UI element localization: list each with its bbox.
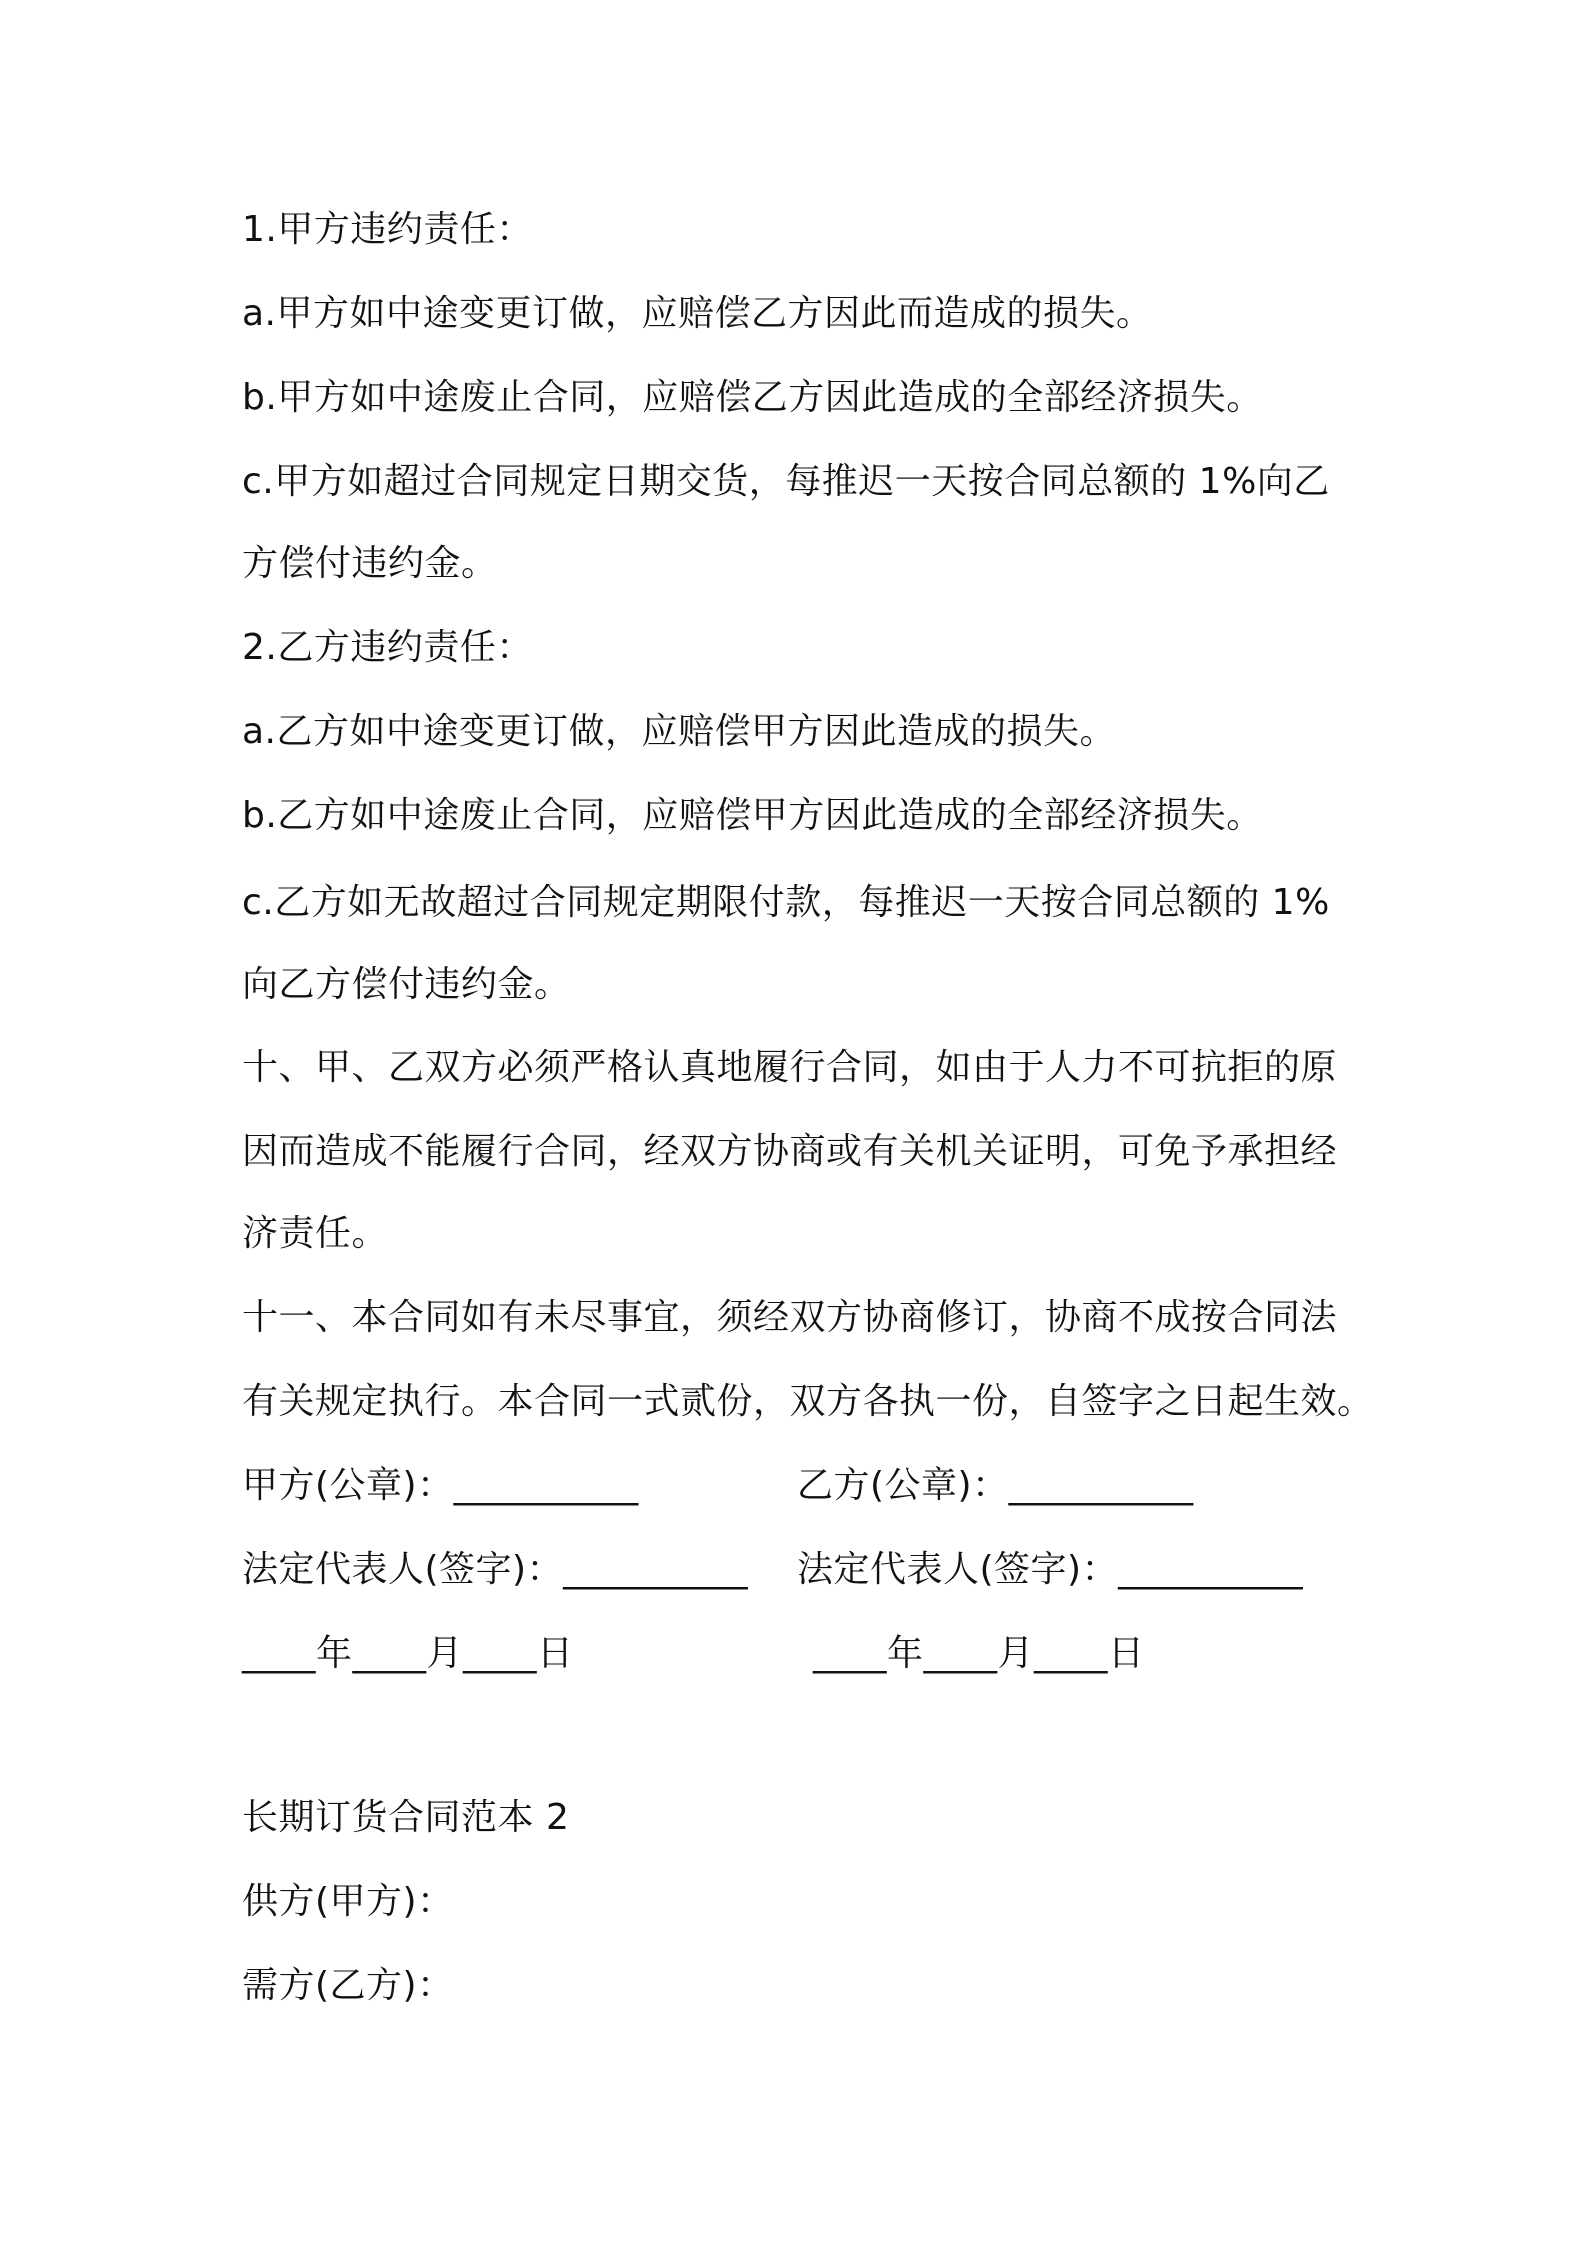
section-eleven-line-1: 十一、本合同如有未尽事宜，须经双方协商修订，协商不成按合同法 [242, 1297, 1338, 1338]
party-a-representative-line: 法定代表人(签字)：__________ [242, 1549, 749, 1590]
next-contract-title: 长期订货合同范本 2 [242, 1797, 570, 1838]
party-b-representative-line: 法定代表人(签字)：__________ [797, 1549, 1304, 1590]
party-a-date-line: ____年____月____日 [242, 1633, 574, 1674]
party-b-item-c: c.乙方如无故超过合同规定期限付款，每推迟一天按合同总额的 1% [242, 882, 1330, 923]
party-b-item-b: b.乙方如中途废止合同，应赔偿甲方因此造成的全部经济损失。 [242, 795, 1263, 836]
party-a-liability-heading: 1.甲方违约责任： [242, 209, 533, 250]
buyer-line: 需方(乙方)： [242, 1965, 454, 2006]
party-a-item-b: b.甲方如中途废止合同，应赔偿乙方因此造成的全部经济损失。 [242, 377, 1263, 418]
party-a-item-a: a.甲方如中途变更订做，应赔偿乙方因此而造成的损失。 [242, 293, 1153, 334]
section-ten-line-2: 因而造成不能履行合同，经双方协商或有关机关证明，可免予承担经 [242, 1131, 1338, 1172]
section-ten-line-3: 济责任。 [242, 1213, 389, 1254]
party-b-date-line: ____年____月____日 [813, 1633, 1145, 1674]
section-eleven-line-2: 有关规定执行。本合同一式贰份，双方各执一份，自签字之日起生效。 [242, 1381, 1374, 1422]
party-b-item-a: a.乙方如中途变更订做，应赔偿甲方因此造成的损失。 [242, 711, 1117, 752]
party-b-liability-heading: 2.乙方违约责任： [242, 627, 533, 668]
party-b-item-c-cont: 向乙方偿付违约金。 [242, 964, 571, 1005]
party-a-item-c-cont: 方偿付违约金。 [242, 543, 498, 584]
party-b-seal-line: 乙方(公章)：__________ [797, 1465, 1194, 1506]
party-a-seal-line: 甲方(公章)：__________ [242, 1465, 639, 1506]
party-a-item-c: c.甲方如超过合同规定日期交货，每推迟一天按合同总额的 1%向乙 [242, 461, 1330, 502]
supplier-line: 供方(甲方)： [242, 1881, 454, 1922]
section-ten-line-1: 十、甲、乙双方必须严格认真地履行合同，如由于人力不可抗拒的原 [242, 1047, 1338, 1088]
